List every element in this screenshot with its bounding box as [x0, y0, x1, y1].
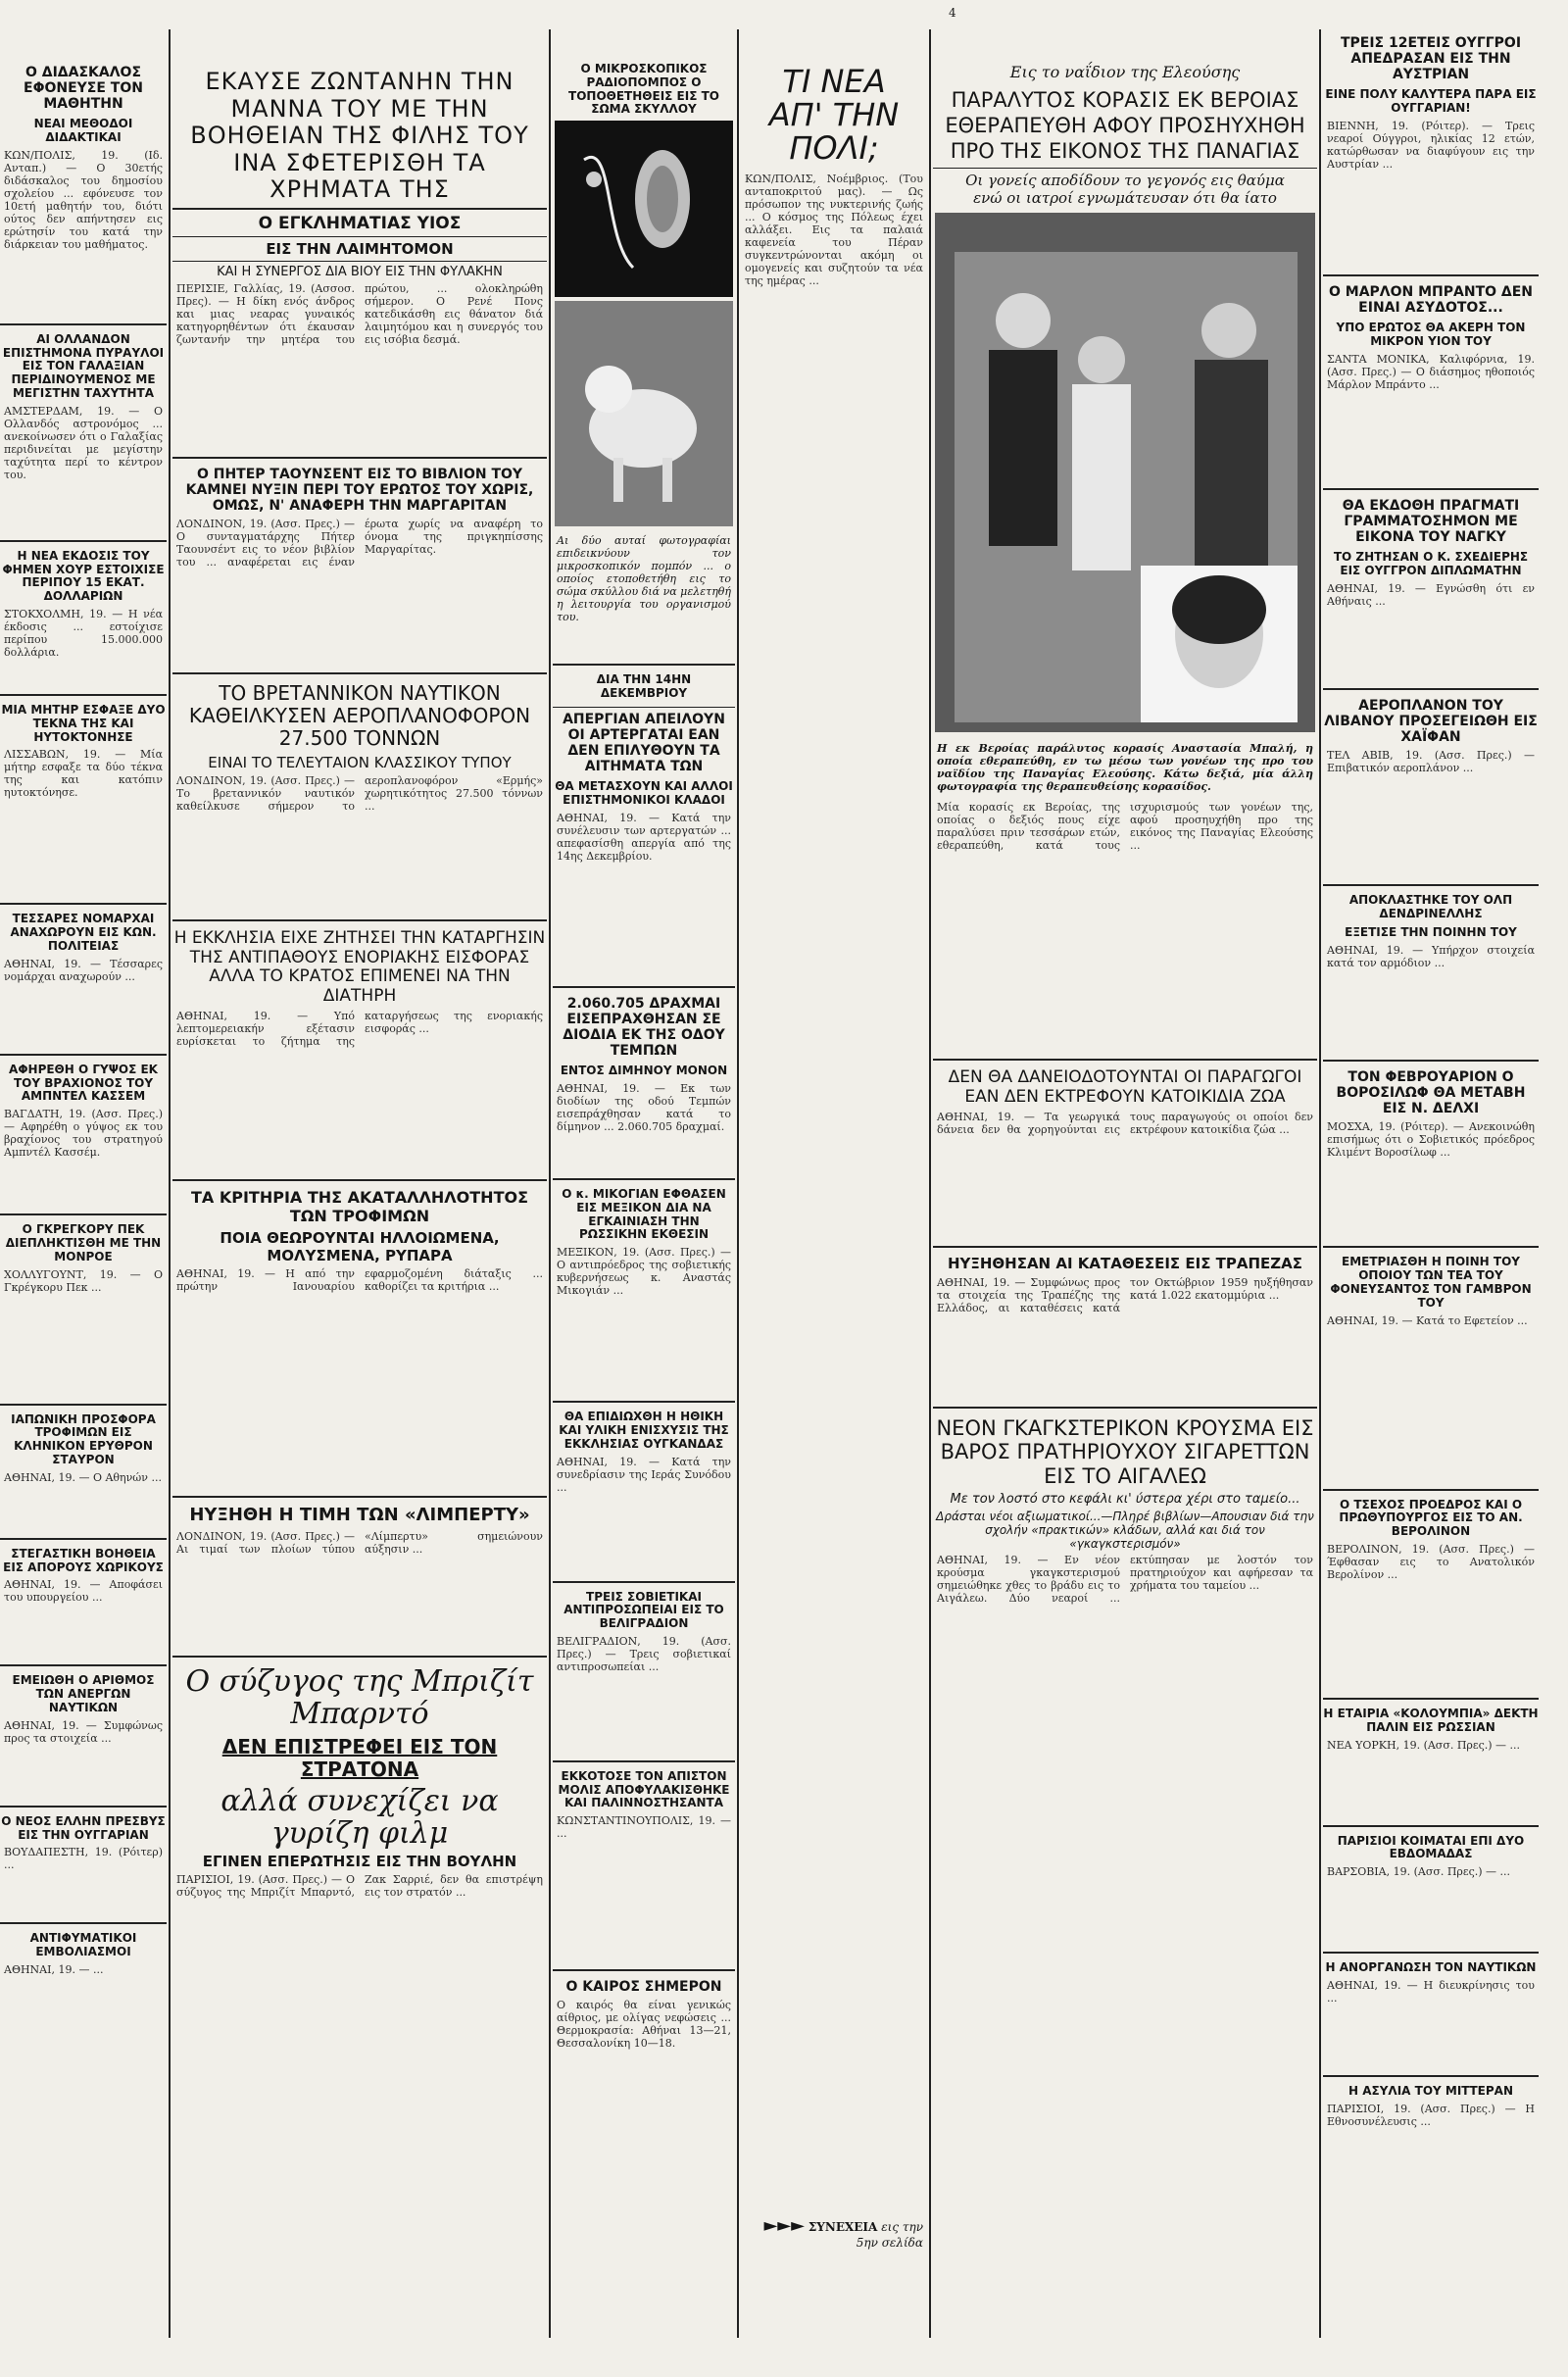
feature-title-line: ΠΟΛΙ;: [789, 129, 879, 167]
article-body: ΒΟΥΔΑΠΕΣΤΗ, 19. (Ρόιτερ) ...: [4, 1846, 163, 1872]
headline: ΤΕΣΣΑΡΕΣ ΝΟΜΑΡΧΑΙ ΑΝΑΧΩΡΟΥΝ ΕΙΣ ΚΩΝ. ΠΟΛΙΤΕΙΑΣ: [10, 912, 157, 954]
subheadline: ΕΝΤΟΣ ΔΙΜΗΝΟΥ ΜΟΝΟΝ: [560, 1064, 728, 1078]
column-2: [172, 29, 547, 2338]
headline: ΤΑ ΚΡΙΤΗΡΙΑ ΤΗΣ ΑΚΑΤΑΛΛΗΛΟΤΗΤΟΣ ΤΩΝ ΤΡΟΦΙΜΩΝ: [190, 1188, 529, 1225]
xray-photo: [555, 121, 733, 297]
photo-caption: Η εκ Βεροίας παράλυτος κορασίς Αναστασία Μπαλή, η οποία εθεραπεύθη, εν τω μέσω των γονέων της προ του ναϊδίου της Παναγίας Ελεούσης. Κάτω δεξιά, μία άλλη φωτογραφία της θεραπευθείσης κορασίδος.: [937, 742, 1313, 793]
article-body: ΑΘΗΝΑΙ, 19. — Εν νέον κρούσμα γκαγκστερισμού σημειώθηκε χθες το βράδυ εις το Αιγάλεω. Δύο νεαροί ... εκτύπησαν με λοστόν τον πρατηριούχον και αφήρεσαν τα χρήματα του ταμείου ...: [937, 1553, 1313, 1605]
subheadline: ΔΕΝ ΕΠΙΣΤΡΕΦΕΙ ΕΙΣ ΤΟΝ ΣΤΡΑΤΟΝΑ: [221, 1734, 498, 1781]
weather-headline: Ο ΚΑΙΡΟΣ ΣΗΜΕΡΟΝ: [565, 1979, 722, 1996]
article-body: ΠΕΡΙΣΙΕ, Γαλλίας, 19. (Ασσοσ. Πρες). — Η δίκη ενός άνδρος και μιας νεαρας γυναικός κατηγορηθέντων ότι έκαυσαν ζωντανήν την μητέρα του πρώτου, ... ολοκληρώθη σήμερον. Ο Ρενέ Πονς κατεδικάσθη εις θάνατον διά λαιμητόμου και η συνεργός του εις ισόβια δεσμά.: [176, 281, 543, 346]
headline: Ο ΤΣΕΧΟΣ ΠΡΟΕΔΡΟΣ ΚΑΙ Ο ΠΡΩΘΥΠΟΥΡΓΟΣ ΕΙΣ ΤΟ ΑΝ. ΒΕΡΟΛΙΝΟΝ: [1339, 1497, 1523, 1539]
subheadline: ενώ οι ιατροί εγνωμάτευσαν ότι θα ίατο: [973, 189, 1277, 207]
continued-page: εις την 5ην σελίδα: [856, 2220, 923, 2250]
main-headline: ΕΚΑΥΣΕ ΖΩΝΤΑΝΗΝ ΤΗΝ ΜΑΝΝΑ ΤΟΥ ΜΕ ΤΗΝ ΒΟΗΘΕΙΑΝ ΤΗΣ ΦΙΛΗΣ ΤΟΥ ΙΝΑ ΣΦΕΤΕΡΙΣΘΗ ΤΑ ΧΡΗΜΑΤΑ ΤΗΣ: [172, 69, 547, 210]
headline: ΘΑ ΕΠΙΔΙΩΧΘΗ Η ΗΘΙΚΗ ΚΑΙ ΥΛΙΚΗ ΕΝΙΣΧΥΣΙΣ ΤΗΣ ΕΚΚΛΗΣΙΑΣ ΟΥΓΚΑΝΔΑΣ: [559, 1410, 729, 1451]
headline: ΤΟ ΒΡΕΤΑΝΝΙΚΟΝ ΝΑΥΤΙΚΟΝ ΚΑΘΕΙΛΚΥΣΕΝ ΑΕΡΟΠΛΑΝΟΦΟΡΟΝ 27.500 ΤΟΝΝΩΝ: [188, 681, 531, 751]
article-body: ΑΘΗΝΑΙ, 19. — Εγνώσθη ότι εν Αθήναις ...: [1327, 581, 1535, 608]
headline: ΤΡΕΙΣ 12ΕΤΕΙΣ ΟΥΓΓΡΟΙ ΑΠΕΔΡΑΣΑΝ ΕΙΣ ΤΗΝ ΑΥΣΤΡΙΑΝ: [1340, 35, 1522, 83]
headline: ΑΠΟΚΛΑΣΤΗΚΕ ΤΟΥ ΟΛΠ ΔΕΝΔΡΙΝΕΛΛΗΣ: [1348, 892, 1513, 920]
family-illustration: [935, 213, 1315, 732]
headline: ΗΥΞΗΘΗΣΑΝ ΑΙ ΚΑΤΑΘΕΣΕΙΣ ΕΙΣ ΤΡΑΠΕΖΑΣ: [947, 1255, 1303, 1273]
headline: ΜΙΑ ΜΗΤΗΡ ΕΣΦΑΞΕ ΔΥΟ ΤΕΚΝΑ ΤΗΣ ΚΑΙ ΗΥΤΟΚΤΟΝΗΣΕ: [1, 703, 166, 744]
kicker: ΔΙΑ ΤΗΝ 14ΗΝ ΔΕΚΕΜΒΡΙΟΥ: [596, 672, 692, 700]
family-photo: [935, 213, 1315, 732]
article-body: ΑΜΣΤΕΡΔΑΜ, 19. — Ο Ολλανδός αστρονόμος ... ανεκοίνωσεν ότι ο Γαλαξίας περιδινείται με μεγίστην ταχύτητα περί το κέντρον του.: [4, 404, 163, 481]
article-body: ΚΩΝΣΤΑΝΤΙΝΟΥΠΟΛΙΣ, 19. — ...: [557, 1814, 731, 1841]
headline: ΕΚΚΟΤΟΣΕ ΤΟΝ ΑΠΙΣΤΟΝ ΜΟΛΙΣ ΑΠΟΦΥΛΑΚΙΣΘΗΚΕ ΚΑΙ ΠΑΛΙΝΝΟΣΤΗΣΑΝΤΑ: [558, 1768, 730, 1810]
headline: Η ΕΤΑΙΡΙΑ «ΚΟΛΟΥΜΠΙΑ» ΔΕΚΤΗ ΠΑΛΙΝ ΕΙΣ ΡΩΣΣΙΑΝ: [1323, 1707, 1539, 1734]
article-body: ΑΘΗΝΑΙ, 19. — Τέσσαρες νομάρχαι αναχωρούν ...: [4, 957, 163, 983]
continued-marker: [741, 2211, 927, 2253]
article-body: ΛΟΝΔΙΝΟΝ, 19. (Ασσ. Πρες.) — Το βρεταννικόν ναυτικόν καθείλκυσε σήμερον το αεροπλανοφόρον «Ερμής» χωρητικότητος 27.500 τόννων ...: [176, 774, 543, 814]
column-rule: [169, 29, 171, 2338]
headline: ΑΝΤΙΦΥΜΑΤΙΚΟΙ ΕΜΒΟΛΙΑΣΜΟΙ: [29, 1931, 137, 1959]
article-body: ΑΘΗΝΑΙ, 19. — ...: [4, 1962, 104, 1976]
subheadline: ΕΙΝΑΙ ΤΟ ΤΕΛΕΥΤΑΙΟΝ ΚΛΑΣΣΙΚΟΥ ΤΥΠΟΥ: [208, 754, 512, 772]
headline: ΙΑΠΩΝΙΚΗ ΠΡΟΣΦΟΡΑ ΤΡΟΦΙΜΩΝ ΕΙΣ ΚΛΗΝΙΚΟΝ ΕΡΥΘΡΟΝ ΣΤΑΥΡΟΝ: [11, 1411, 156, 1466]
headline: ΑΠΕΡΓΙΑΝ ΑΠΕΙΛΟΥΝ ΟΙ ΑΡΤΕΡΓΑΤΑΙ ΕΑΝ ΔΕΝ ΕΠΙΛΥΘΟΥΝ ΤΑ ΑΙΤΗΜΑΤΑ ΤΩΝ: [553, 707, 735, 774]
article-body: ΑΘΗΝΑΙ, 19. — Συμφώνως προς τα στοιχεία ...: [4, 1718, 163, 1745]
dog-photo: [555, 301, 733, 526]
subheadline: ΝΕΑΙ ΜΕΘΟΔΟΙ ΔΙΔΑΚΤΙΚΑΙ: [33, 117, 133, 145]
column-1: [0, 29, 167, 2338]
headline: 2.060.705 ΔΡΑΧΜΑΙ ΕΙΣΕΠΡΑΧΘΗΣΑΝ ΣΕ ΔΙΟΔΙΑ ΕΚ ΤΗΣ ΟΔΟΥ ΤΕΜΠΩΝ: [563, 995, 725, 1060]
photo-headline: Ο ΜΙΚΡΟΣΚΟΠΙΚΟΣ ΡΑΔΙΟΠΟΜΠΟΣ Ο ΤΟΠΟΘΕΤΗΘΕΙΣ ΕΙΣ ΤΟ ΣΩΜΑ ΣΚΥΛΛΟΥ: [568, 62, 719, 117]
subheadline: ΘΑ ΜΕΤΑΣΧΟΥΝ ΚΑΙ ΑΛΛΟΙ ΕΠΙΣΤΗΜΟΝΙΚΟΙ ΚΛΑΔΟΙ: [555, 779, 733, 807]
headline: ΑΙ ΟΛΛΑΝΔΟΝ ΕΠΙΣΤΗΜΟΝΑ ΠΥΡΑΥΛΟΙ ΕΙΣ ΤΟΝ ΓΑΛΑΞΙΑΝ ΠΕΡΙΔΙΝΟΥΜΕΝΟΣ ΜΕ ΜΕΓΙΣΤΗΝ ΤΑΧΥΤΗΤΑ: [2, 331, 165, 401]
column-rule: [737, 29, 739, 2338]
xray-illustration: [555, 121, 733, 297]
article-body: ΛΙΣΣΑΒΩΝ, 19. — Μία μήτηρ εσφαξε τα δύο τέκνα της και κατόπιν ηυτοκτόνησε.: [4, 748, 163, 800]
headline: ΣΤΕΓΑΣΤΙΚΗ ΒΟΗΘΕΙΑ ΕΙΣ ΑΠΟΡΟΥΣ ΧΩΡΙΚΟΥΣ: [3, 1546, 164, 1574]
subheadline: ΕΙΣ ΤΗΝ ΛΑΙΜΗΤΟΜΟΝ: [172, 236, 547, 262]
article-body: ΑΘΗΝΑΙ, 19. — Κατά την συνεδρίασιν της Ιεράς Συνόδου ...: [557, 1455, 731, 1494]
subheadline: ΤΟ ΖΗΤΗΣΑΝ Ο Κ. ΣΧΕΔΙΕΡΗΣ ΕΙΣ ΟΥΓΓΡΟΝ ΔΙΠΛΩΜΑΤΗΝ: [1333, 549, 1529, 577]
subheadline: ΚΑΙ Η ΣΥΝΕΡΓΟΣ ΔΙΑ ΒΙΟΥ ΕΙΣ ΤΗΝ ΦΥΛΑΚΗΝ: [217, 264, 503, 279]
article-body: Μία κορασίς εκ Βεροίας, της οποίας ο δεξιός πους είχε παραλύσει πριν τεσσάρων ετών, εθεραπεύθη, κατά τους ισχυρισμούς των γονέων της, αφού προσηυχήθη προ της εικόνος της Παναγίας Ελεούσης ...: [937, 801, 1313, 852]
article-body: ΑΘΗΝΑΙ, 19. — Αποφάσει του υπουργείου ...: [4, 1578, 163, 1605]
article-body: ΒΑΡΣΟΒΙΑ, 19. (Ασσ. Πρες.) — ...: [1327, 1865, 1511, 1879]
article-body: ΠΑΡΙΣΙΟΙ, 19. (Ασσ. Πρες.) — Η Εθνοσυνέλευσις ...: [1327, 2102, 1535, 2128]
subheadline: ΠΟΙΑ ΘΕΩΡΟΥΝΤΑΙ ΗΛΛΟΙΩΜΕΝΑ, ΜΟΛΥΣΜΕΝΑ, ΡΥΠΑΡΑ: [220, 1229, 500, 1265]
headline: Ο ΜΑΡΛΟΝ ΜΠΡΑΝΤΟ ΔΕΝ ΕΙΝΑΙ ΑΣΥΔΟΤΟΣ...: [1328, 283, 1534, 316]
headline: ΤΡΕΙΣ ΣΟΒΙΕΤΙΚΑΙ ΑΝΤΙΠΡΟΣΩΠΕΙΑΙ ΕΙΣ ΤΟ ΒΕΛΙΓΡΑΔΙΟΝ: [564, 1589, 724, 1631]
subheadline: αλλά συνεχίζει να γυρίζη φιλμ: [220, 1783, 499, 1851]
column-rule: [1319, 29, 1321, 2338]
photo-caption: Αι δύο αυταί φωτογραφίαι επιδεικνύουν τον μικροσκοπικόν πομπόν ... ο οποίος ετοποθετήθη εις το σώμα σκύλλου διά να μελετηθή η λειτουργία του οργανισμού του.: [557, 534, 731, 624]
article-body: ΑΘΗΝΑΙ, 19. — Εκ των διοδίων της οδού Τεμπών εισεπράχθησαν κατά το δίμηνον ... 2.060.705 δραχμαί.: [557, 1081, 731, 1133]
article-body: ΜΕΞΙΚΟΝ, 19. (Ασσ. Πρες.) — Ο αντιπρόεδρος της σοβιετικής κυβερνήσεως κ. Αναστάς Μικογιάν ...: [557, 1246, 731, 1298]
headline: ΔΕΝ ΘΑ ΔΑΝΕΙΟΔΟΤΟΥΝΤΑΙ ΟΙ ΠΑΡΑΓΩΓΟΙ ΕΑΝ ΔΕΝ ΕΚΤΡΕΦΟΥΝ ΚΑΤΟΙΚΙΔΙΑ ΖΩΑ: [948, 1067, 1302, 1107]
headline: Ο σύζυγος της Μπριζίτ Μπαρντό: [185, 1663, 534, 1731]
article-body: ΑΘΗΝΑΙ, 19. — Υπήρχον στοιχεία κατά τον αρμόδιον ...: [1327, 944, 1535, 970]
headline: ΠΑΡΙΣΙΟΙ ΚΟΙΜΑΤΑΙ ΕΠΙ ΔΥΟ ΕΒΔΟΜΑΔΑΣ: [1337, 1833, 1525, 1861]
subheadline: ΕΓΙΝΕΝ ΕΠΕΡΩΤΗΣΙΣ ΕΙΣ ΤΗΝ ΒΟΥΛΗΝ: [202, 1852, 517, 1870]
headline: Ο ΝΕΟΣ ΕΛΛΗΝ ΠΡΕΣΒΥΣ ΕΙΣ ΤΗΝ ΟΥΓΓΑΡΙΑΝ: [1, 1813, 166, 1842]
article-body: ΤΕΛ ΑΒΙΒ, 19. (Ασσ. Πρες.) — Επιβατικόν αεροπλάνον ...: [1327, 748, 1535, 774]
headline: ΝΕΟΝ ΓΚΑΓΚΣΤΕΡΙΚΟΝ ΚΡΟΥΣΜΑ ΕΙΣ ΒΑΡΟΣ ΠΡΑΤΗΡΙΟΥΧΟΥ ΣΙΓΑΡΕΤΤΩΝ ΕΙΣ ΤΟ ΑΙΓΑΛΕΩ: [936, 1416, 1314, 1488]
column-5: [933, 29, 1317, 2338]
subheadline: Ο ΕΓΚΛΗΜΑΤΙΑΣ ΥΙΟΣ: [258, 213, 462, 233]
article-body: ΑΘΗΝΑΙ, 19. — Κατά το Εφετείον ...: [1327, 1313, 1528, 1327]
subheadline: Δράσται νέοι αξιωματικοί...—Πληρέ βιβλίων—Απουσιαν διά την σχολήν «πρακτικών» κλάδων, αλλά και διά τον «γκαγκστερισμόν»: [936, 1509, 1314, 1551]
dog-illustration: [555, 301, 733, 526]
article-body: ΧΟΛΛΥΓΟΥΝΤ, 19. — Ο Γκρέγκορυ Πεκ ...: [4, 1267, 163, 1294]
headline: Η ΕΚΚΛΗΣΙΑ ΕΙΧΕ ΖΗΤΗΣΕΙ ΤΗΝ ΚΑΤΑΡΓΗΣΙΝ ΤΗΣ ΑΝΤΙΠΑΘΟΥΣ ΕΝΟΡΙΑΚΗΣ ΕΙΣΦΟΡΑΣ ΑΛΛΑ ΤΟ ΚΡΑΤΟΣ ΕΠΙΜΕΝΕΙ ΝΑ ΤΗΝ ΔΙΑΤΗΡΗ: [173, 928, 546, 1006]
feature-title-line: ΑΠ' ΤΗΝ: [768, 96, 900, 133]
article-body: ΜΟΣΧΑ, 19. (Ρόιτερ). — Ανεκοινώθη επισήμως ότι ο Σοβιετικός πρόεδρος Κλιμέντ Βοροσίλωφ ...: [1327, 1120, 1535, 1160]
article-body: ΒΕΛΙΓΡΑΔΙΟΝ, 19. (Ασσ. Πρες.) — Τρεις σοβιετικαί αντιπροσωπείαι ...: [557, 1634, 731, 1673]
column-3: [553, 29, 735, 2338]
subheadline: ΕΞΕΤΙΣΕ ΤΗΝ ΠΟΙΝΗΝ ΤΟΥ: [1345, 925, 1517, 940]
headline: Η ΑΝΟΡΓΑΝΩΣΗ ΤΟΝ ΝΑΥΤΙΚΩΝ: [1325, 1960, 1537, 1975]
kicker: Εις το ναΐδιον της Ελεούσης: [1009, 63, 1241, 81]
article-body: ΒΑΓΔΑΤΗ, 19. (Ασσ. Πρες.) — Αφηρέθη ο γύψος εκ του βραχίονος του στρατηγού Αμπντέλ Κασσέμ.: [4, 1108, 163, 1160]
continued-label: ΣΥΝΕΧΕΙΑ: [808, 2220, 878, 2234]
headline: ΕΜΕΙΩΘΗ Ο ΑΡΙΘΜΟΣ ΤΩΝ ΑΝΕΡΓΩΝ ΝΑΥΤΙΚΩΝ: [12, 1673, 155, 1714]
column-rule: [929, 29, 931, 2338]
article-body: ΣΤΟΚΧΟΛΜΗ, 19. — Η νέα έκδοσις ... εστοίχισε περίπου 15.000.000 δολλάρια.: [4, 608, 163, 660]
headline: Ο ΠΗΤΕΡ ΤΑΟΥΝΣΕΝΤ ΕΙΣ ΤΟ ΒΙΒΛΙΟΝ ΤΟΥ ΚΑΜΝΕΙ ΝΥΞΙΝ ΠΕΡΙ ΤΟΥ ΕΡΩΤΟΣ ΤΟΥ ΧΩΡΙΣ, ΟΜΩΣ, Ν' ΑΝΑΦΕΡΗ ΤΗΝ ΜΑΡΓΑΡΙΤΑΝ: [185, 466, 534, 515]
headline: Ο ΔΙΔΑΣΚΑΛΟΣ ΕΦΟΝΕΥΣΕ ΤΟΝ ΜΑΘΗΤΗΝ: [24, 65, 143, 113]
article-body: ΒΙΕΝΝΗ, 19. (Ρόιτερ). — Τρεις νεαροί Ούγγροι, ηλικίας 12 ετών, κατώρθωσαν να διαφύγουν εις την Αυστρίαν ...: [1327, 119, 1535, 171]
article-body: ΣΑΝΤΑ ΜΟΝΙΚΑ, Καλιφόρνια, 19. (Ασσ. Πρες.) — Ο διάσημος ηθοποιός Μάρλον Μπράντο ...: [1327, 352, 1535, 391]
headline: ΤΟΝ ΦΕΒΡΟΥΑΡΙΟΝ Ο ΒΟΡΟΣΙΛΩΦ ΘΑ ΜΕΤΑΒΗ ΕΙΣ Ν. ΔΕΛΧΙ: [1336, 1069, 1526, 1117]
continued-arrows: ►►►: [763, 2215, 805, 2236]
page-marker: 4: [949, 6, 956, 20]
article-body: ΒΕΡΟΛΙΝΟΝ, 19. (Ασσ. Πρες.) — Έφθασαν εις το Ανατολικόν Βερολίνον ...: [1327, 1543, 1535, 1582]
subheadline: Με τον λοστό στο κεφάλι κι' ύστερα χέρι στο ταμείο...: [950, 1491, 1300, 1507]
article-body: ΑΘΗΝΑΙ, 19. — Συμφώνως προς τα στοιχεία της Τραπέζης της Ελλάδος, αι καταθέσεις κατά τον Οκτώβριον 1959 ηυξήθησαν κατά 1.022 εκατομμύρια ...: [937, 1276, 1313, 1315]
weather-body: Ο καιρός θα είναι γενικώς αίθριος, με ολίγας νεφώσεις ... Θερμοκρασία: Αθήναι 13—21, Θεσσαλονίκη 10—18.: [557, 1999, 731, 2051]
article-body: ΛΟΝΔΙΝΟΝ, 19. (Ασσ. Πρες.) — Ο συνταγματάρχης Πήτερ Ταουνσέντ εις το νέον βιβλίον του ... αναφέρεται εις έναν έρωτα χωρίς να αναφέρη το όνομα της πριγκηπίσσης Μαργαρίτας.: [176, 518, 543, 569]
headline: Η ΑΣΥΛΙΑ ΤΟΥ ΜΙΤΤΕΡΑΝ: [1348, 2084, 1513, 2099]
article-body: ΚΩΝ/ΠΟΛΙΣ, 19. (Ιδ. Ανταπ.) — Ο 30ετής διδάσκαλος του δημοσίου σχολείου ... εφόνευσε τον 10ετή μαθητήν του, διότι ούτος δεν απήντησεν εις ερώτησίν του κατά την διάρκειαν του μαθήματος.: [4, 148, 163, 251]
column-rule: [549, 29, 551, 2338]
article-body: ΑΘΗΝΑΙ, 19. — Ο Αθηνών ...: [4, 1470, 162, 1484]
article-body: ΠΑΡΙΣΙΟΙ, 19. (Ασσ. Πρες.) — Ο σύζυγος της Μπριζίτ Μπαρντό, Ζακ Σαρριέ, δεν θα επιστρέψη εις τον στρατόν ...: [176, 1872, 543, 1899]
article-body: ΑΘΗΝΑΙ, 19. — Κατά την συνέλευσιν των αρτεργατών ... απεφασίσθη απεργία από της 14ης Δεκεμβρίου.: [557, 811, 731, 863]
article-body: ΛΟΝΔΙΝΟΝ, 19. (Ασσ. Πρες.) — Αι τιμαί των πλοίων τύπου «Λίμπερτυ» σημειώνουν αύξησιν ...: [176, 1529, 543, 1556]
main-headline: ΠΑΡΑΛΥΤΟΣ ΚΟΡΑΣΙΣ ΕΚ ΒΕΡΟΙΑΣ ΕΘΕΡΑΠΕΥΘΗ ΑΦΟΥ ΠΡΟΣΗΥΧΗΘΗ ΠΡΟ ΤΗΣ ΕΙΚΟΝΟΣ ΤΗΣ ΠΑΝΑΓΙΑΣ: [945, 88, 1305, 163]
subheadline: ΥΠΟ ΕΡΩΤΟΣ ΘΑ ΑΚΕΡΗ ΤΟΝ ΜΙΚΡΟΝ ΥΙΟΝ ΤΟΥ: [1336, 321, 1526, 348]
headline: ΗΥΞΗΘΗ Η ΤΙΜΗ ΤΩΝ «ΛΙΜΠΕΡΤΥ»: [189, 1505, 530, 1526]
headline: ΑΦΗΡΕΘΗ Ο ΓΥΨΟΣ ΕΚ ΤΟΥ ΒΡΑΧΙΟΝΟΣ ΤΟΥ ΑΜΠΝΤΕΛ ΚΑΣΣΕΜ: [9, 1062, 158, 1104]
headline: ΑΕΡΟΠΛΑΝΟΝ ΤΟΥ ΛΙΒΑΝΟΥ ΠΡΟΣΕΓΕΙΩΘΗ ΕΙΣ ΧΑΪΦΑΝ: [1324, 697, 1538, 745]
headline: Η ΝΕΑ ΕΚΔΟΣΙΣ ΤΟΥ ΦΗΜΕΝ ΧΟΥΡ ΕΣΤΟΙΧΙΣΕ ΠΕΡΙΠΟΥ 15 ΕΚΑΤ. ΔΟΛΛΑΡΙΩΝ: [2, 548, 165, 604]
article-body: ΑΘΗΝΑΙ, 19. — Η από την πρώτην Ιανουαρίου εφαρμοζομένη διάταξις ... καθορίζει τα κριτήρια ...: [176, 1267, 543, 1294]
headline: ΘΑ ΕΚΔΟΘΗ ΠΡΑΓΜΑΤΙ ΓΡΑΜΜΑΤΟΣΗΜΟΝ ΜΕ ΕΙΚΟΝΑ ΤΟΥ ΝΑΓΚΥ: [1342, 497, 1520, 545]
feature-title: [741, 65, 927, 165]
column-6: [1323, 29, 1539, 2338]
headline: Ο ΓΚΡΕΓΚΟΡΥ ΠΕΚ ΔΙΕΠΛΗΚΤΙΣΘΗ ΜΕ ΤΗΝ ΜΟΝΡΟΕ: [5, 1222, 162, 1263]
article-body: ΑΘΗΝΑΙ, 19. — Υπό λεπτομερειακήν εξέτασιν ευρίσκεται το ζήτημα της καταργήσεως της ενοριακής εισφοράς ...: [176, 1010, 543, 1049]
headline: Ο κ. ΜΙΚΟΓΙΑΝ ΕΦΘΑΣΕΝ ΕΙΣ ΜΕΞΙΚΟΝ ΔΙΑ ΝΑ ΕΓΚΑΙΝΙΑΣΗ ΤΗΝ ΡΩΣΣΙΚΗΝ ΕΚΘΕΣΙΝ: [562, 1186, 726, 1242]
column-4: [741, 29, 927, 2338]
article-body: ΑΘΗΝΑΙ, 19. — Η διευκρίνησις του ...: [1327, 1979, 1535, 2006]
article-body: ΝΕΑ ΥΟΡΚΗ, 19. (Ασσ. Πρες.) — ...: [1327, 1738, 1521, 1752]
feature-title-line: ΤΙ ΝΕΑ: [782, 63, 886, 100]
feature-body: ΚΩΝ/ΠΟΛΙΣ, Νοέμβριος. (Του ανταποκριτού μας). — Ως πρόσωπον της νυκτερινής ζωής ... Ο κόσμος της Πόλεως έχει αλλάξει. Εις τα παλαιά καφενεία του Πέραν συγκεντρώνονται ακόμη οι ομογενείς και συζητούν τα νέα της ημέρας ...: [745, 173, 923, 287]
headline: ΕΜΕΤΡΙΑΣΘΗ Η ΠΟΙΝΗ ΤΟΥ ΟΠΟΙΟΥ ΤΩΝ ΤΕΑ ΤΟΥ ΦΟΝΕΥΣΑΝΤΟΣ ΤΟΝ ΓΑΜΒΡΟΝ ΤΟΥ: [1330, 1255, 1532, 1310]
subheadline: ΕΙΝΕ ΠΟΛΥ ΚΑΛΥΤΕΡΑ ΠΑΡΑ ΕΙΣ ΟΥΓΓΑΡΙΑΝ!: [1325, 87, 1537, 116]
subheadline: Οι γονείς αποδίδουν το γεγονός εις θαύμα: [933, 168, 1317, 189]
article-body: ΑΘΗΝΑΙ, 19. — Τα γεωργικά δάνεια δεν θα χορηγούνται εις τους παραγωγούς οι οποίοι δεν εκτρέφουν κατοικίδια ζώα ...: [937, 1111, 1313, 1137]
